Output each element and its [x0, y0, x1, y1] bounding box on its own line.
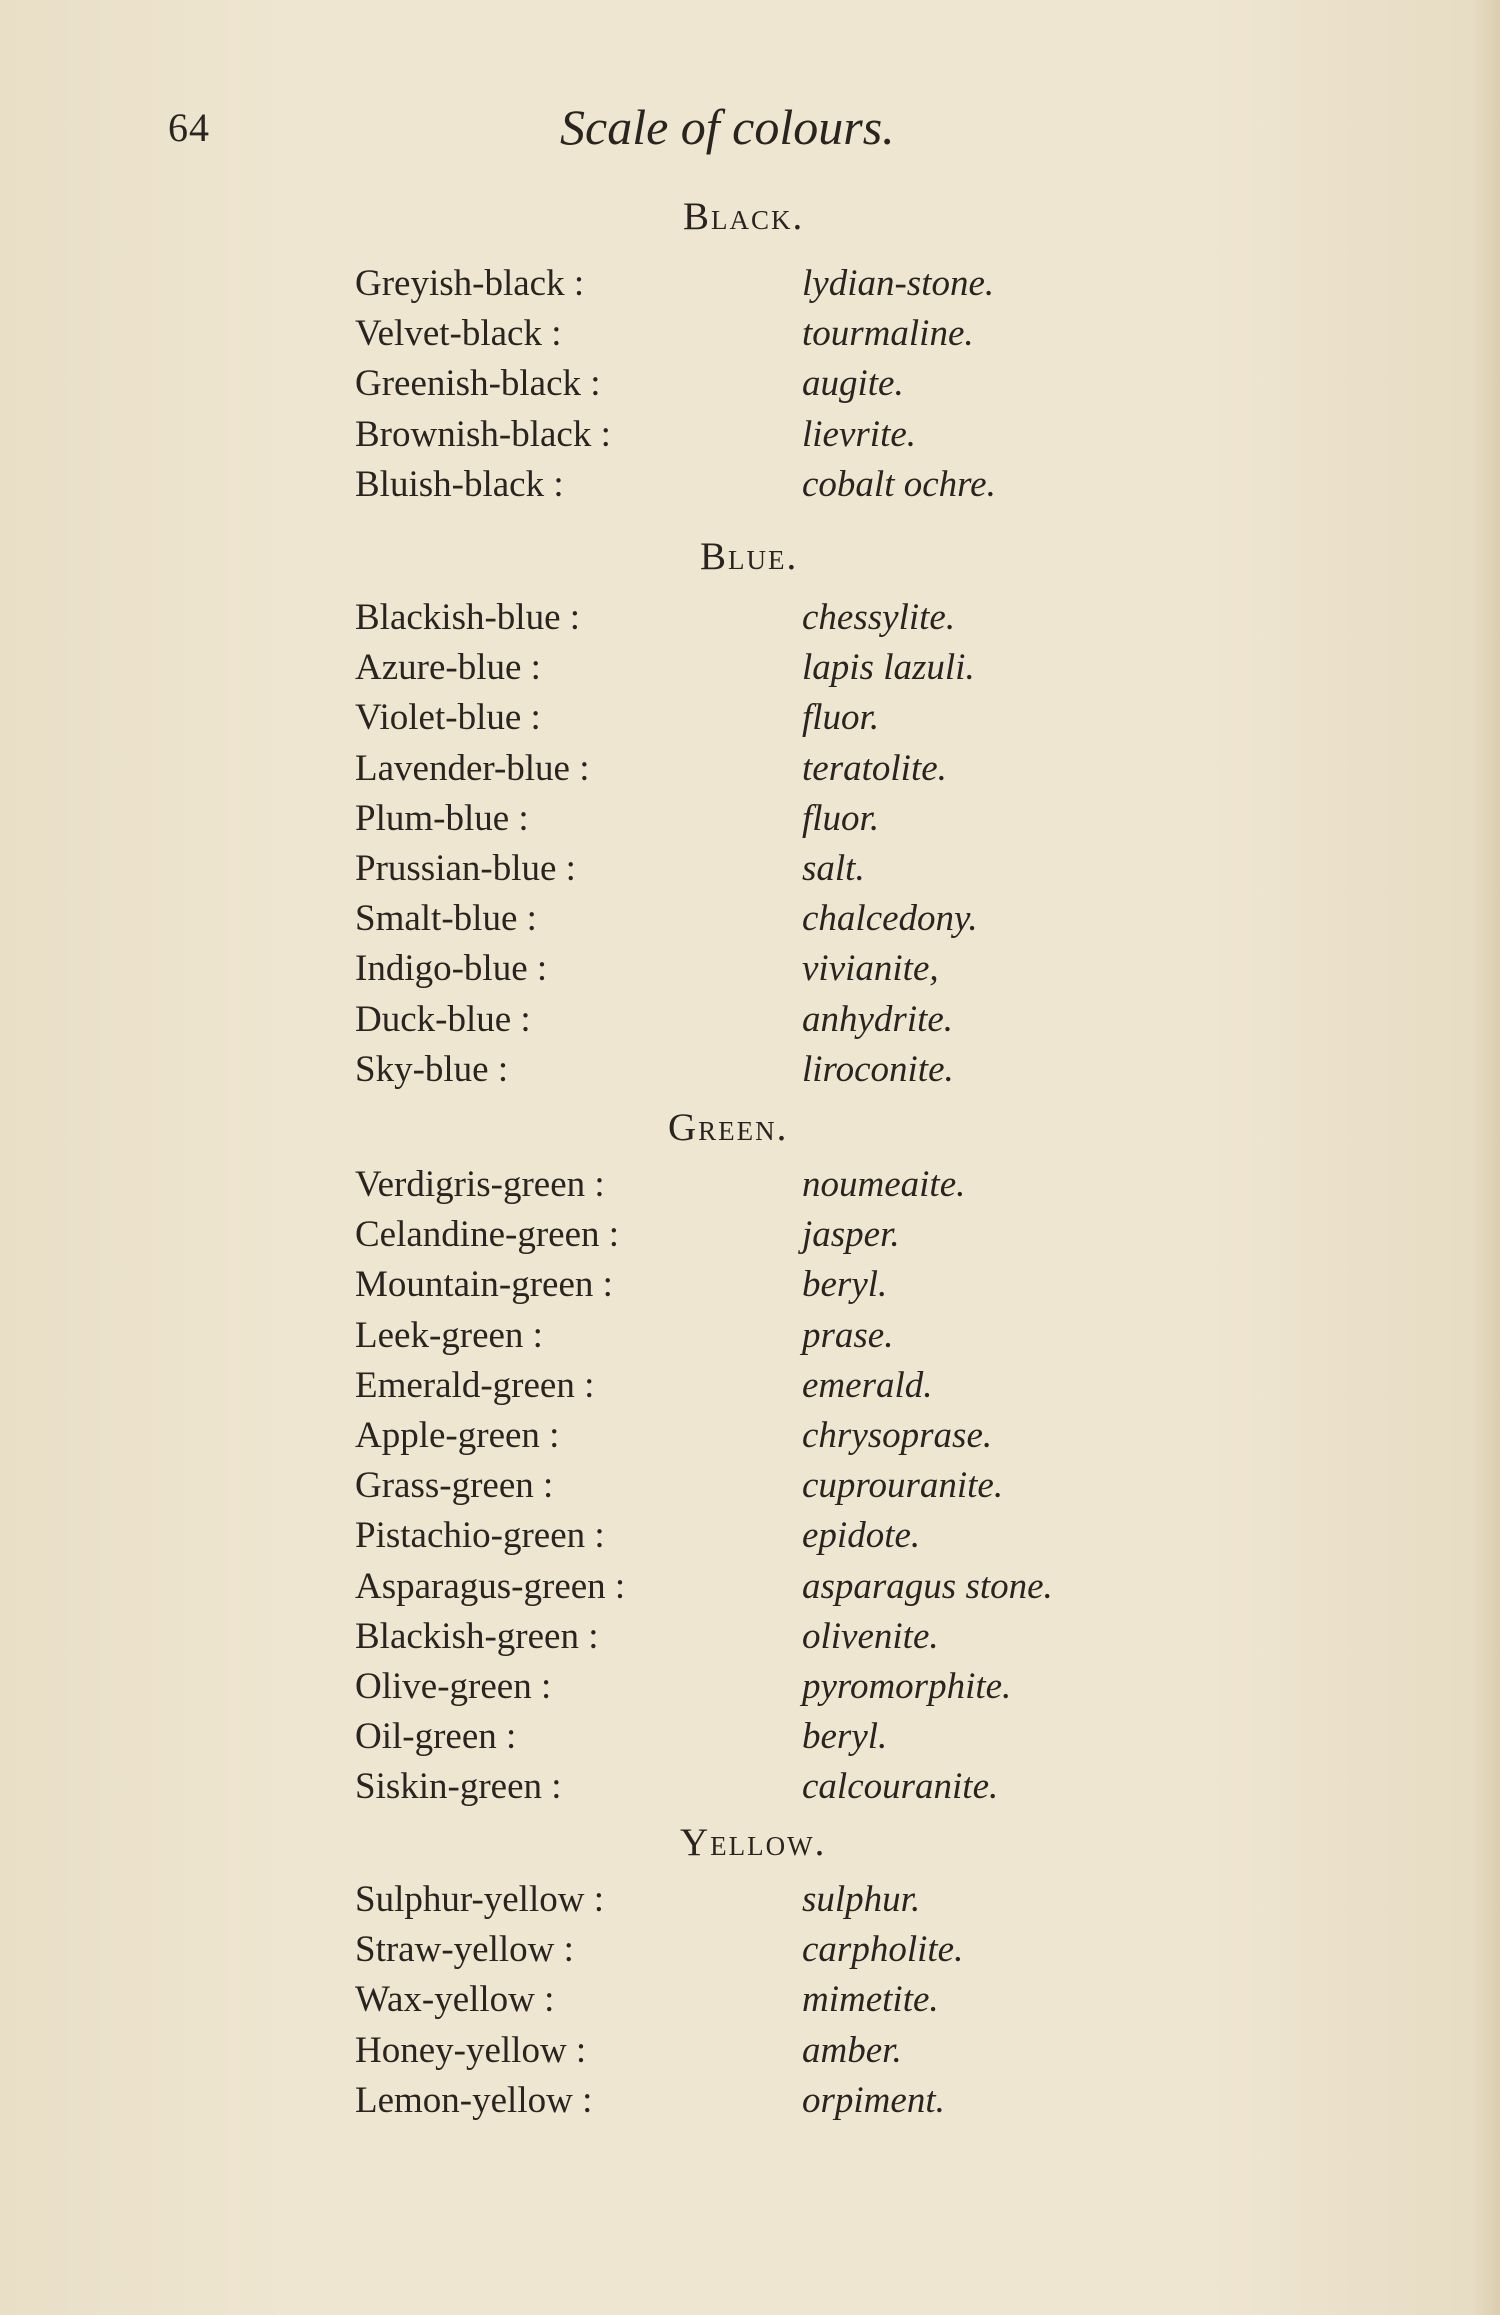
page-number: 64	[168, 105, 210, 150]
colour-row	[0, 1928, 1500, 1973]
mineral-name: beryl.	[802, 1716, 888, 1757]
mineral-name: epidote.	[802, 1515, 921, 1556]
colour-row	[0, 1715, 1500, 1760]
mineral-name: augite.	[802, 363, 904, 404]
colour-name: Lavender-blue :	[355, 748, 590, 789]
colour-row	[0, 747, 1500, 792]
section-heading: Blue.	[700, 535, 799, 578]
colour-name: Straw-yellow :	[355, 1929, 574, 1970]
colour-name: Duck-blue :	[355, 999, 531, 1040]
colour-name: Grass-green :	[355, 1465, 554, 1506]
colour-row	[0, 847, 1500, 892]
mineral-name: orpiment.	[802, 2080, 945, 2121]
colour-name: Prussian-blue :	[355, 848, 576, 889]
colour-name: Oil-green :	[355, 1716, 517, 1757]
colour-row	[0, 1048, 1500, 1093]
colour-row	[0, 998, 1500, 1043]
colour-name: Lemon-yellow :	[355, 2080, 593, 2121]
colour-name: Smalt-blue :	[355, 898, 537, 939]
colour-name: Azure-blue :	[355, 647, 541, 688]
mineral-name: mimetite.	[802, 1979, 939, 2020]
colour-name: Sulphur-yellow :	[355, 1879, 604, 1920]
colour-row	[0, 1878, 1500, 1923]
mineral-name: tourmaline.	[802, 313, 974, 354]
mineral-name: chessylite.	[802, 597, 956, 638]
colour-row	[0, 596, 1500, 641]
colour-row	[0, 797, 1500, 842]
colour-row	[0, 1565, 1500, 1610]
colour-name: Wax-yellow :	[355, 1979, 555, 2020]
mineral-name: cuprouranite.	[802, 1465, 1004, 1506]
mineral-name: noumeaite.	[802, 1164, 966, 1205]
colour-row	[0, 413, 1500, 458]
colour-row	[0, 947, 1500, 992]
colour-row	[0, 1163, 1500, 1208]
colour-row	[0, 1213, 1500, 1258]
section-heading: Black.	[683, 195, 805, 238]
colour-name: Brownish-black :	[355, 414, 611, 455]
colour-name: Leek-green :	[355, 1315, 543, 1356]
colour-name: Blackish-blue :	[355, 597, 581, 638]
mineral-name: prase.	[802, 1315, 894, 1356]
colour-row	[0, 1514, 1500, 1559]
colour-row	[0, 1314, 1500, 1359]
colour-row	[0, 262, 1500, 307]
colour-row	[0, 362, 1500, 407]
colour-row	[0, 463, 1500, 508]
colour-name: Apple-green :	[355, 1415, 560, 1456]
mineral-name: lydian-stone.	[802, 263, 995, 304]
mineral-name: anhydrite.	[802, 999, 954, 1040]
mineral-name: carpholite.	[802, 1929, 964, 1970]
colour-row	[0, 1414, 1500, 1459]
colour-name: Indigo-blue :	[355, 948, 548, 989]
mineral-name: asparagus stone.	[802, 1566, 1053, 1607]
mineral-name: chrysoprase.	[802, 1415, 993, 1456]
mineral-name: liroconite.	[802, 1049, 954, 1090]
colour-name: Pistachio-green :	[355, 1515, 605, 1556]
mineral-name: chalcedony.	[802, 898, 978, 939]
section-heading: Green.	[668, 1106, 789, 1149]
colour-row	[0, 1464, 1500, 1509]
mineral-name: calcouranite.	[802, 1766, 999, 1807]
mineral-name: pyromorphite.	[802, 1666, 1012, 1707]
mineral-name: beryl.	[802, 1264, 888, 1305]
colour-name: Plum-blue :	[355, 798, 529, 839]
mineral-name: sulphur.	[802, 1879, 921, 1920]
colour-row	[0, 312, 1500, 357]
colour-name: Bluish-black :	[355, 464, 564, 505]
colour-name: Siskin-green :	[355, 1766, 562, 1807]
colour-row	[0, 2079, 1500, 2124]
mineral-name: lapis lazuli.	[802, 647, 975, 688]
mineral-name: fluor.	[802, 798, 880, 839]
running-title: Scale of colours.	[560, 99, 895, 155]
colour-row	[0, 1263, 1500, 1308]
mineral-name: cobalt ochre.	[802, 464, 996, 505]
mineral-name: emerald.	[802, 1365, 933, 1406]
mineral-name: salt.	[802, 848, 865, 889]
colour-name: Greenish-black :	[355, 363, 601, 404]
colour-name: Honey-yellow :	[355, 2030, 587, 2071]
colour-name: Violet-blue :	[355, 697, 541, 738]
colour-name: Velvet-black :	[355, 313, 562, 354]
mineral-name: lievrite.	[802, 414, 917, 455]
mineral-name: jasper.	[802, 1214, 900, 1255]
colour-row	[0, 1978, 1500, 2023]
colour-name: Sky-blue :	[355, 1049, 509, 1090]
colour-name: Asparagus-green :	[355, 1566, 626, 1607]
colour-name: Mountain-green :	[355, 1264, 613, 1305]
colour-name: Verdigris-green :	[355, 1164, 605, 1205]
colour-name: Emerald-green :	[355, 1365, 595, 1406]
mineral-name: olivenite.	[802, 1616, 939, 1657]
colour-name: Olive-green :	[355, 1666, 552, 1707]
colour-row	[0, 1765, 1500, 1810]
colour-name: Blackish-green :	[355, 1616, 599, 1657]
mineral-name: fluor.	[802, 697, 880, 738]
mineral-name: vivianite,	[802, 948, 939, 989]
colour-row	[0, 1364, 1500, 1409]
mineral-name: teratolite.	[802, 748, 947, 789]
colour-row	[0, 2029, 1500, 2074]
colour-row	[0, 1615, 1500, 1660]
colour-row	[0, 897, 1500, 942]
section-heading: Yellow.	[680, 1821, 827, 1864]
colour-row	[0, 646, 1500, 691]
colour-name: Greyish-black :	[355, 263, 585, 304]
colour-name: Celandine-green :	[355, 1214, 620, 1255]
colour-row	[0, 696, 1500, 741]
colour-row	[0, 1665, 1500, 1710]
mineral-name: amber.	[802, 2030, 902, 2071]
